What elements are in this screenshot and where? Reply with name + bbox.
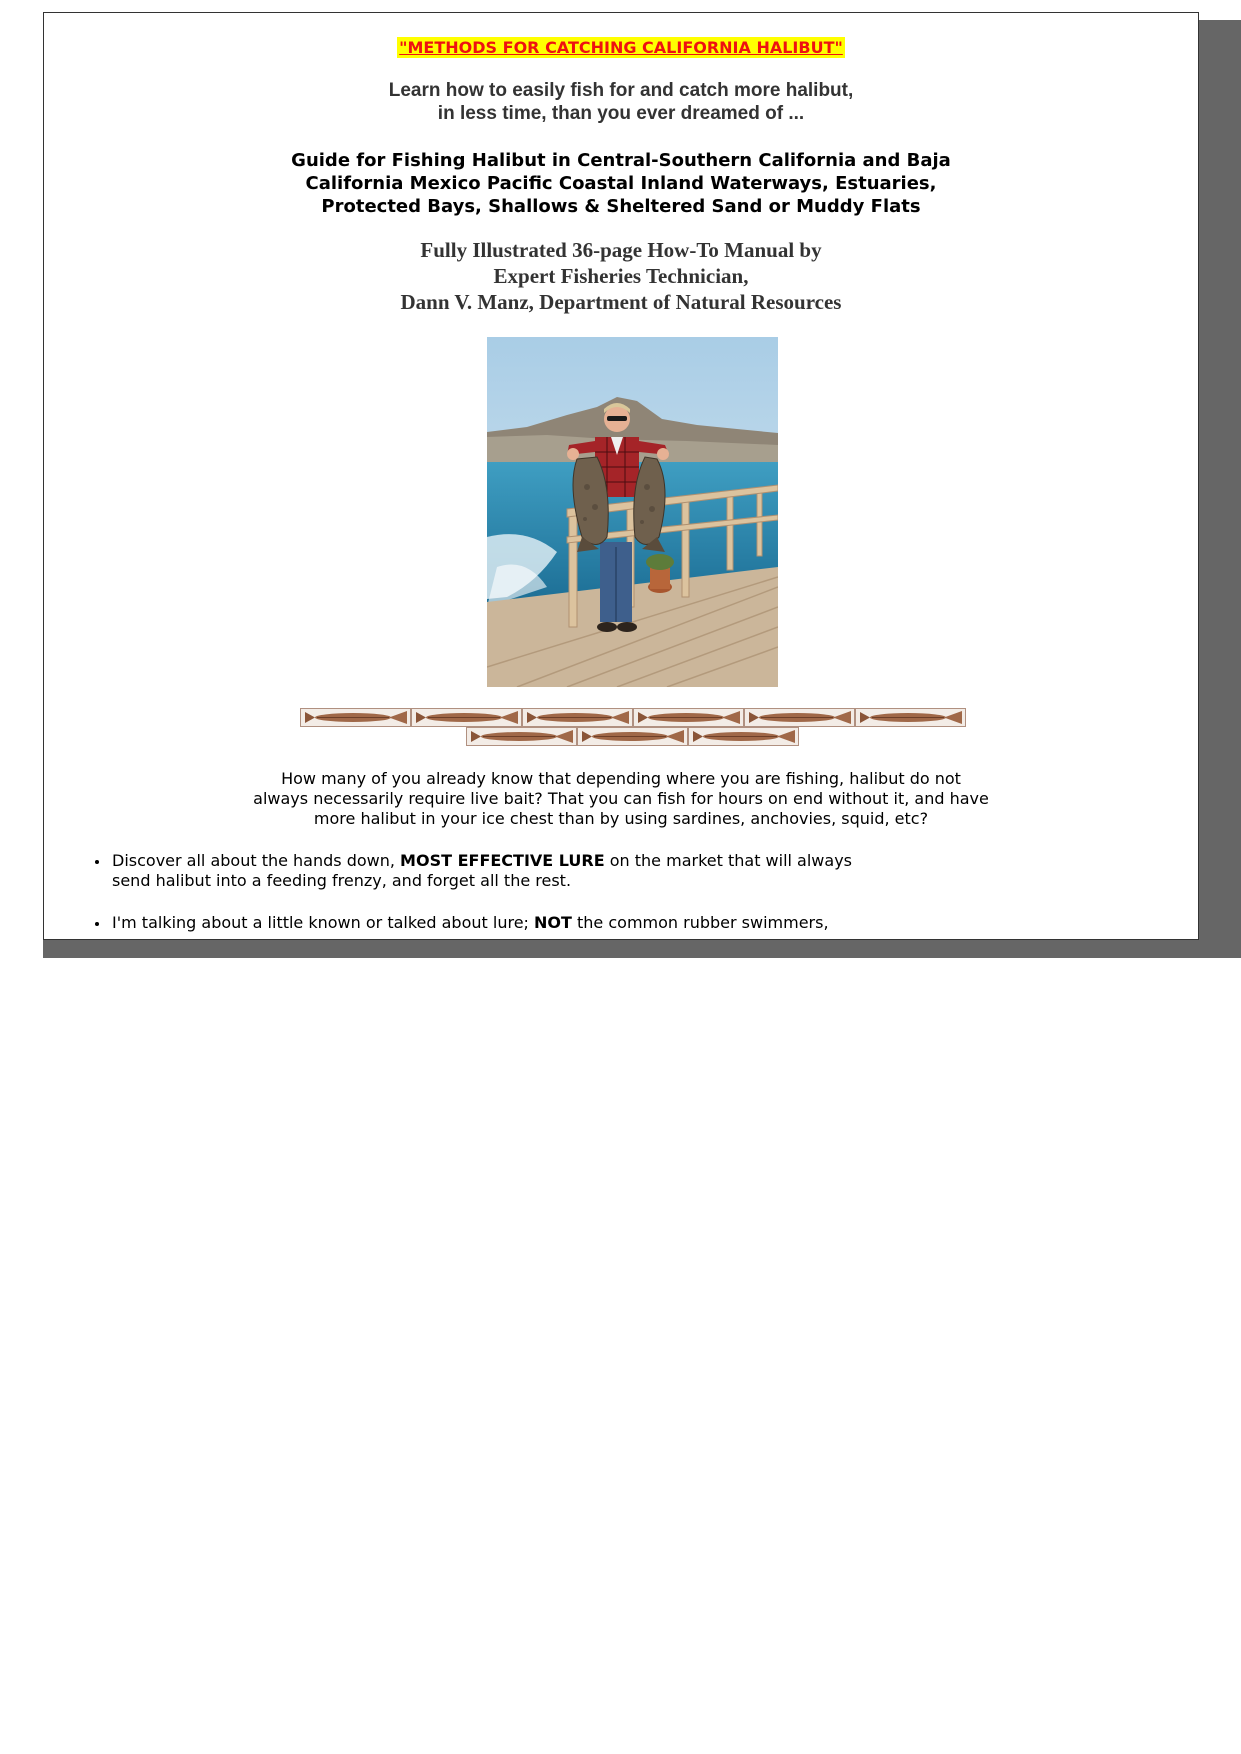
fish-divider-icon xyxy=(855,708,966,727)
fisherman-photo xyxy=(487,337,778,687)
benefit-list xyxy=(92,851,992,940)
guide-line-1: Guide for Fishing Halibut in Central-Southern California and Baja xyxy=(291,150,951,171)
guide-line-2: California Mexico Pacific Coastal Inland Waterways, Estuaries, xyxy=(305,173,937,194)
list-item-text-post: on the market that will always xyxy=(604,851,852,870)
intro-line-2: always necessarily require live bait? That you can fish for hours on end without it, and have xyxy=(253,789,989,808)
bullet-icon xyxy=(95,860,99,864)
fish-divider-icon xyxy=(411,708,522,727)
page-title: "METHODS FOR CATCHING CALIFORNIA HALIBUT" xyxy=(399,38,843,57)
fish-divider-icon xyxy=(688,727,799,746)
fish-divider-icon xyxy=(577,727,688,746)
fish-divider-icon xyxy=(633,708,744,727)
list-item-text xyxy=(112,913,992,933)
subheadline-line-2: in less time, than you ever dreamed of ... xyxy=(437,103,805,124)
list-item xyxy=(92,851,992,891)
guide-heading xyxy=(44,149,1198,218)
fish-divider-icon xyxy=(300,708,411,727)
list-item-line-1 xyxy=(112,913,992,933)
fish-divider-icon xyxy=(744,708,855,727)
list-item-text-pre: I'm talking about a little known or talked about lure; xyxy=(112,913,535,932)
intro-line-1: How many of you already know that depending where you are fishing, halibut do not xyxy=(281,769,961,788)
fish-divider-icon xyxy=(466,727,577,746)
manual-line-2: Expert Fisheries Technician, xyxy=(493,264,749,288)
list-item-text-bold: NOT xyxy=(534,913,572,932)
bullet-icon xyxy=(95,922,99,926)
manual-line-3: Dann V. Manz, Department of Natural Resources xyxy=(400,290,842,314)
fish-divider-row-1 xyxy=(300,708,966,727)
list-item-line-1 xyxy=(112,851,992,871)
manual-line-1: Fully Illustrated 36-page How-To Manual by xyxy=(420,238,822,262)
fish-divider-icon xyxy=(522,708,633,727)
subheadline xyxy=(44,79,1198,125)
fish-divider-row-2 xyxy=(466,727,799,746)
list-item-text-pre: Discover all about the hands down, xyxy=(112,851,401,870)
title-block xyxy=(44,37,1198,58)
list-item-text-post: the common rubber swimmers, xyxy=(571,913,829,932)
list-item-text-bold: MOST EFFECTIVE LURE xyxy=(400,851,605,870)
intro-line-3: more halibut in your ice chest than by using sardines, anchovies, squid, etc? xyxy=(313,809,929,828)
manual-byline xyxy=(44,237,1198,315)
guide-line-3: Protected Bays, Shallows & Sheltered Sand or Muddy Flats xyxy=(321,196,921,217)
document-page xyxy=(43,12,1199,940)
list-item xyxy=(92,913,992,933)
intro-paragraph xyxy=(44,769,1198,829)
subheadline-line-1: Learn how to easily fish for and catch more halibut, xyxy=(388,80,854,101)
list-item-line-2: send halibut into a feeding frenzy, and forget all the rest. xyxy=(112,871,572,890)
list-item-text xyxy=(112,851,992,891)
